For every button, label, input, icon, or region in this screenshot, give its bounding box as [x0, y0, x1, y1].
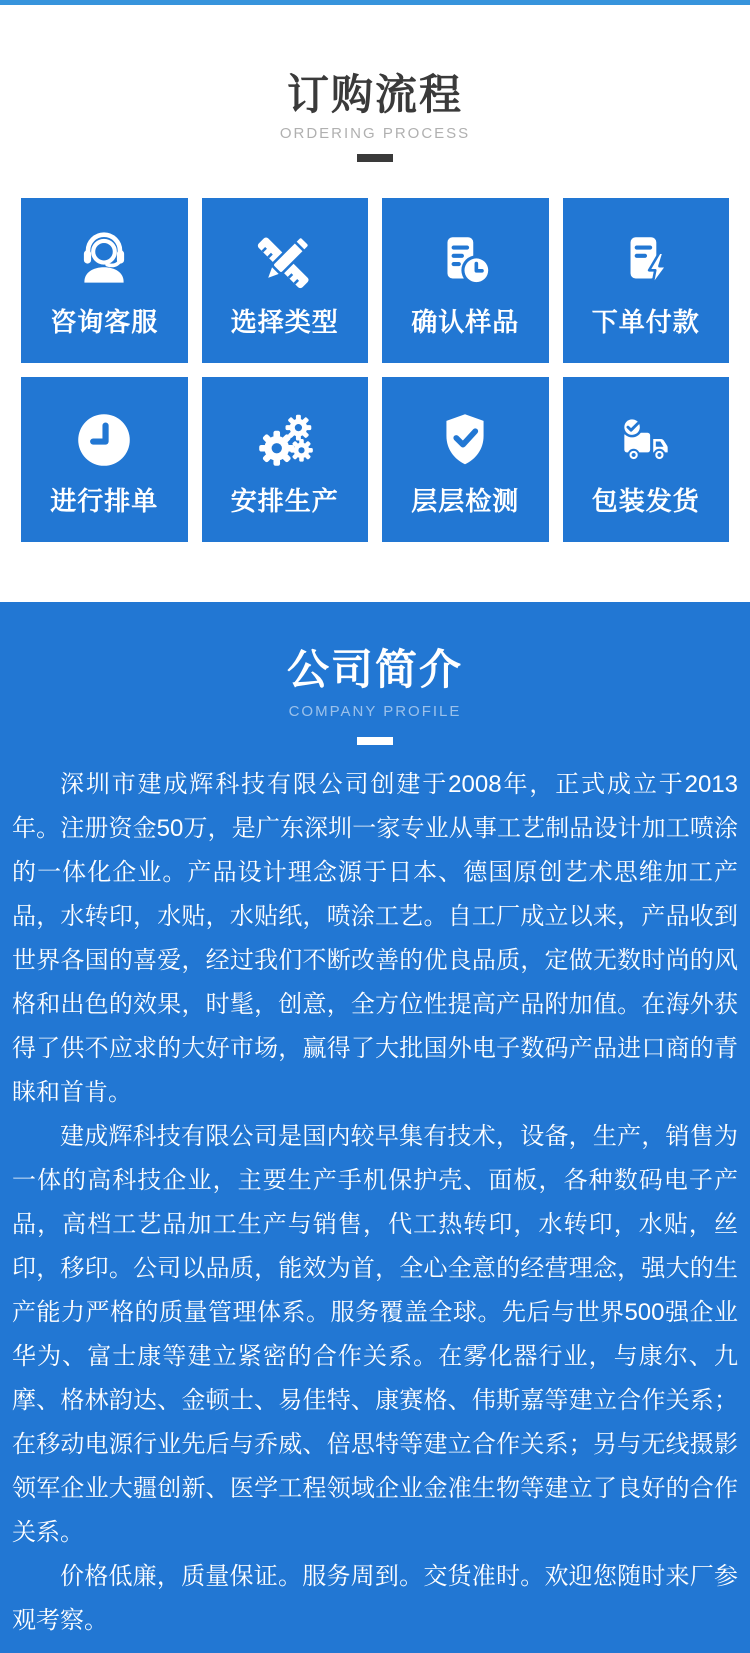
step-label: 选择类型	[230, 307, 339, 338]
step-card-confirm-sample	[382, 198, 549, 363]
pen-ruler-icon	[252, 228, 318, 294]
company-paragraph-1: 深圳市建成辉科技有限公司创建于2008年，正式成立于2013年。注册资金50万，是广东深圳一家专业从事工艺制品设计加工喷涂的一体化企业。产品设计理念源于日本、德国原创艺术思维加工产品，水转印，水贴，水贴纸，喷涂工艺。自工厂成立以来，产品收到世界各国的喜爱，经过我们不断改善的优良品质，定做无数时尚的风格和出色的效果，时髦，创意，全方位性提高产品附加值。在海外获得了供不应求的大好市场，赢得了大批国外电子数码产品进口商的青睐和首肯。	[12, 770, 738, 1106]
gears-icon	[252, 407, 318, 473]
step-card-arrange-production	[202, 377, 369, 542]
company-profile-section	[0, 602, 750, 1652]
ordering-divider-dash	[357, 154, 393, 162]
shield-check-icon	[432, 407, 498, 473]
clock-icon	[71, 407, 137, 473]
step-card-order-payment	[563, 198, 730, 363]
company-divider-dash	[357, 737, 393, 745]
ordering-steps-grid	[0, 198, 750, 542]
step-card-quality-inspection	[382, 377, 549, 542]
step-label: 确认样品	[411, 307, 520, 338]
step-card-pack-ship	[563, 377, 730, 542]
truck-check-icon	[613, 407, 679, 473]
company-subtitle: COMPANY PROFILE	[288, 702, 462, 720]
document-clock-icon	[432, 228, 498, 294]
step-card-scheduling	[21, 377, 188, 542]
step-card-choose-type	[202, 198, 369, 363]
step-label: 包装发货	[591, 486, 700, 517]
ordering-subtitle: ORDERING PROCESS	[279, 125, 471, 143]
step-label: 进行排单	[50, 486, 159, 517]
step-label: 层层检测	[411, 486, 520, 517]
headset-icon	[71, 228, 137, 294]
company-title: 公司简介	[286, 646, 463, 694]
ordering-process-section	[0, 5, 750, 602]
company-description	[12, 763, 738, 1643]
step-card-consult-service	[21, 198, 188, 363]
document-lightning-icon	[613, 228, 679, 294]
company-paragraph-2: 建成辉科技有限公司是国内较早集有技术，设备，生产，销售为一体的高科技企业，主要生产手机保护壳、面板，各种数码电子产品，高档工艺品加工生产与销售，代工热转印，水转印，水贴，丝印，移印。公司以品质，能效为首，全心全意的经营理念，强大的生产能力严格的质量管理体系。服务覆盖全球。先后与世界500强企业华为、富士康等建立紧密的合作关系。在雾化器行业，与康尔、九摩、格林韵达、金顿士、易佳特、康赛格、伟斯嘉等建立合作关系；在移动电源行业先后与乔威、倍思特等建立合作关系；另与无线摄影领军企业大疆创新、医学工程领域企业金准生物等建立了良好的合作关系。	[12, 1122, 738, 1546]
ordering-title: 订购流程	[286, 71, 463, 118]
company-paragraph-3: 价格低廉，质量保证。服务周到。交货准时。欢迎您随时来厂参观考察。	[12, 1562, 738, 1634]
step-label: 咨询客服	[50, 307, 159, 338]
step-label: 安排生产	[230, 486, 339, 517]
step-label: 下单付款	[591, 307, 700, 338]
